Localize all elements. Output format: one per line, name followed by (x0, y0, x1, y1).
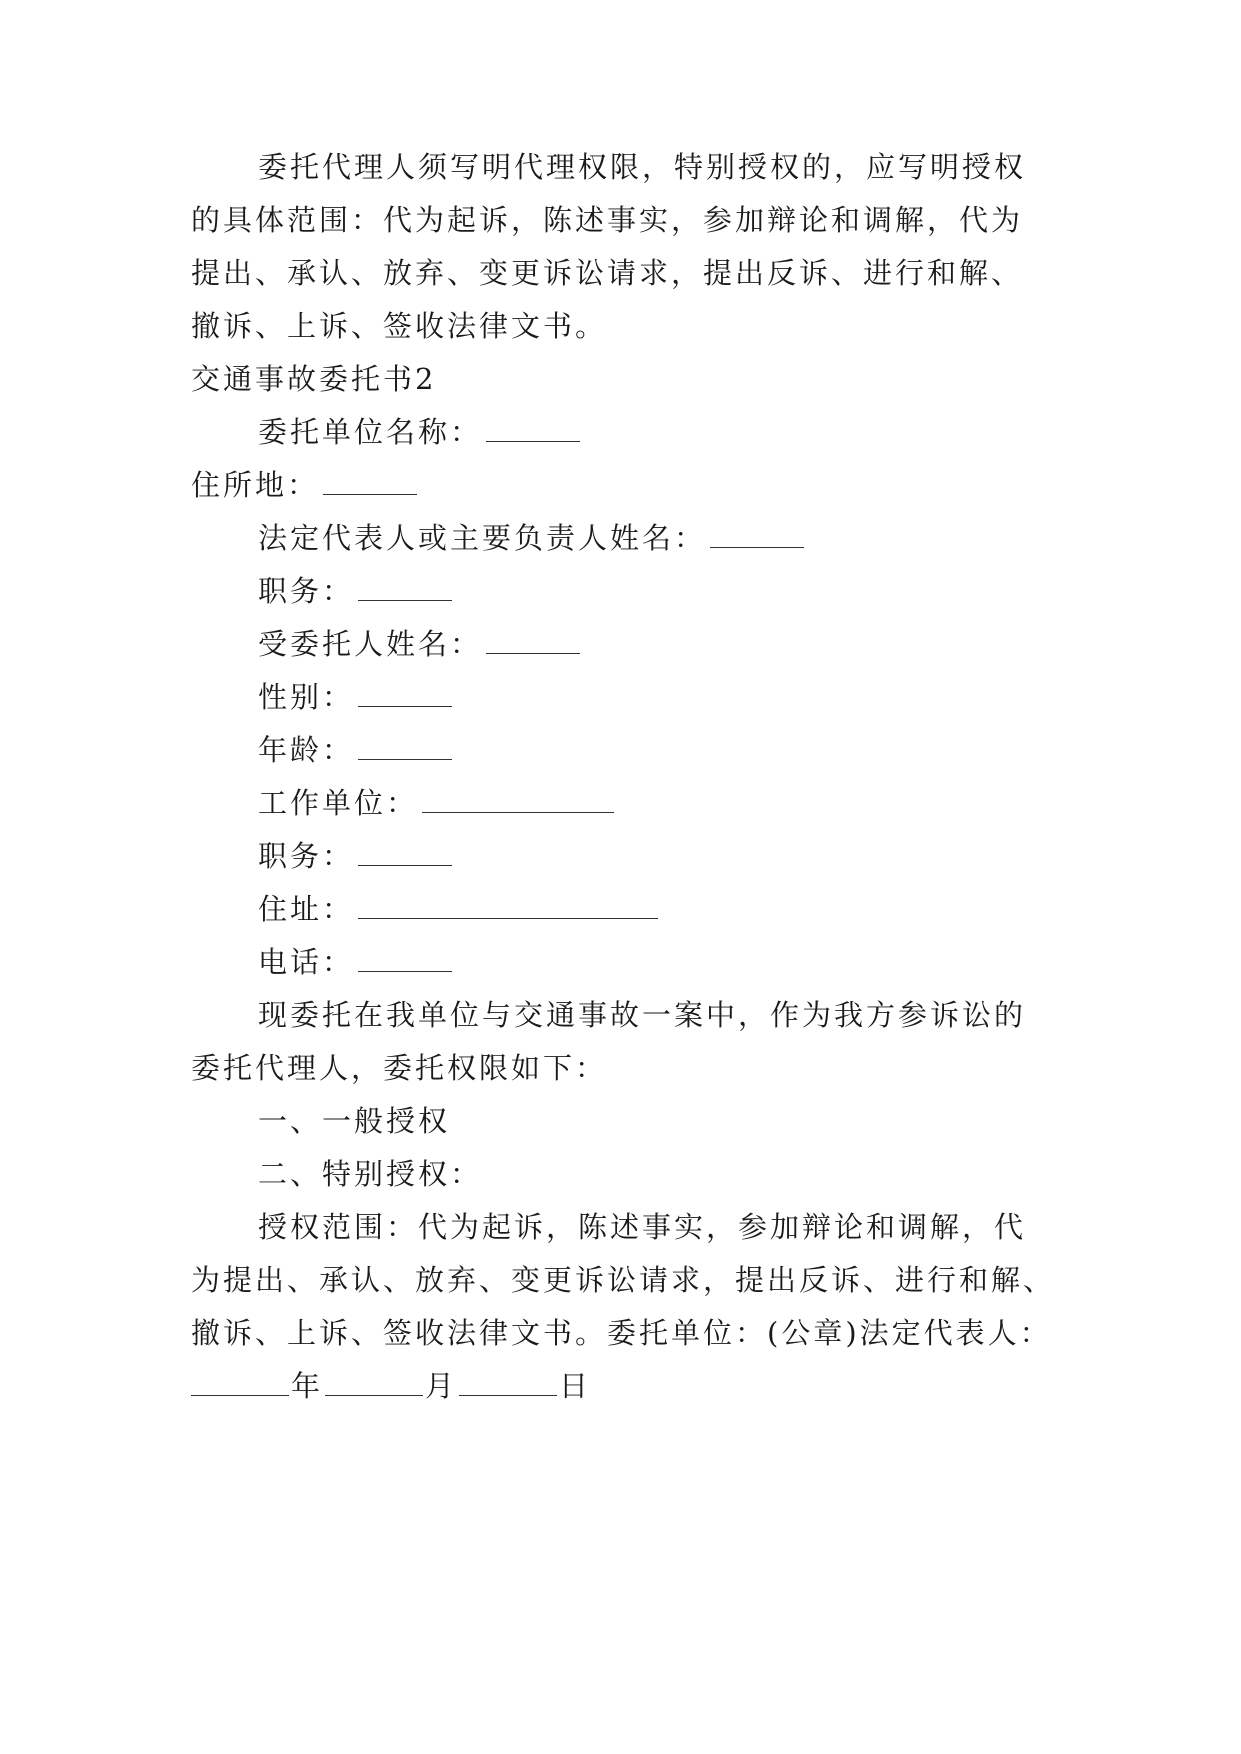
field-label: 法定代表人或主要负责人姓名： (258, 521, 707, 555)
fill-in-blank (459, 1369, 557, 1396)
field-label: 受委托人姓名： (258, 627, 483, 661)
field-legal-rep (258, 518, 1158, 558)
field-label: 性别： (258, 680, 355, 714)
general-authority: 一、一般授权 (258, 1104, 451, 1138)
signature-date (191, 1366, 1091, 1406)
field-gender (258, 677, 1158, 717)
field-label: 委托单位名称： (258, 415, 483, 449)
fill-in-blank (358, 839, 452, 866)
section-title: 交通事故委托书2 (191, 362, 437, 396)
date-day-label: 日 (559, 1369, 592, 1403)
field-label: 年龄： (258, 733, 355, 767)
field-agent-name (258, 624, 1158, 664)
field-unit-name (258, 412, 1158, 452)
field-label: 住址： (258, 892, 355, 926)
field-agent-position (258, 836, 1158, 876)
fill-in-blank (358, 892, 658, 919)
paragraph-line: 撤诉、上诉、签收法律文书。 (191, 309, 608, 343)
fill-in-blank (323, 468, 417, 495)
paragraph-line: 委托代理人，委托权限如下： (191, 1051, 608, 1085)
paragraph-line: 为提出、承认、放弃、变更诉讼请求，提出反诉、进行和解、 (191, 1263, 1056, 1297)
date-year-label: 年 (291, 1369, 324, 1403)
field-rep-position (258, 571, 1158, 611)
field-label: 职务： (258, 574, 355, 608)
field-label: 住所地： (191, 468, 320, 502)
paragraph-line: 委托代理人须写明代理权限，特别授权的，应写明授权 (258, 150, 1027, 184)
fill-in-blank (358, 733, 452, 760)
fill-in-blank (486, 415, 580, 442)
paragraph-line: 撤诉、上诉、签收法律文书。委托单位：(公章)法定代表人： (191, 1316, 1052, 1350)
fill-in-blank (191, 1369, 289, 1396)
fill-in-blank (358, 680, 452, 707)
fill-in-blank (358, 574, 452, 601)
field-address (191, 465, 1091, 505)
paragraph-line: 提出、承认、放弃、变更诉讼请求，提出反诉、进行和解、 (191, 256, 1024, 290)
fill-in-blank (325, 1369, 423, 1396)
field-age (258, 730, 1158, 770)
date-month-label: 月 (425, 1369, 458, 1403)
special-authority: 二、特别授权： (258, 1157, 483, 1191)
paragraph-line: 的具体范围：代为起诉，陈述事实，参加辩论和调解，代为 (191, 203, 1024, 237)
field-workplace (258, 783, 1158, 823)
paragraph-line: 现委托在我单位与交通事故一案中，作为我方参诉讼的 (258, 998, 1027, 1032)
paragraph-line: 授权范围：代为起诉，陈述事实，参加辩论和调解，代 (258, 1210, 1027, 1244)
field-label: 工作单位： (258, 786, 419, 820)
fill-in-blank (358, 945, 452, 972)
field-label: 职务： (258, 839, 355, 873)
field-label: 电话： (258, 945, 355, 979)
fill-in-blank (422, 786, 614, 813)
field-residence (258, 889, 1158, 929)
field-phone (258, 942, 1158, 982)
fill-in-blank (486, 627, 580, 654)
fill-in-blank (710, 521, 804, 548)
